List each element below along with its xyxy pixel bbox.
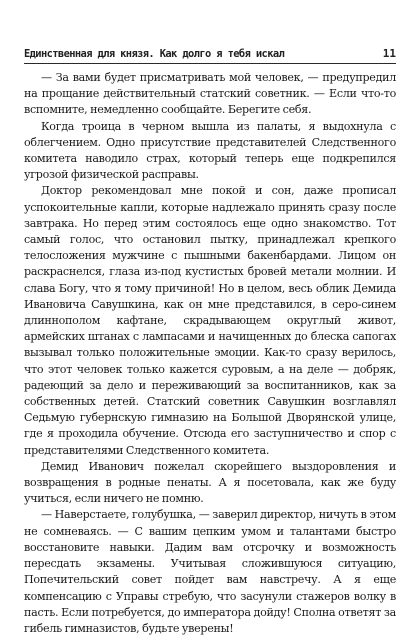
paragraph: Когда троица в черном вышла из палаты, я выдохнула с облегчением. Одно присутствие представителей Следственного комитета наводило страх, который теперь еще подкрепился угрозой физической расправы. xyxy=(24,119,396,182)
paragraph: Доктор рекомендовал мне покой и сон, даже прописал успокоительные капли, которые надлежало принять сразу после завтрака. Но перед этим состоялось еще одно знакомство. Тот самый голос, что остановил пытку, принадлежал крепкого телосложения мужчине с пышными бакенбардами. Лицом он раскраснелся, глаза из-под кустистых бровей метали молнии. И слава Богу, что я тому причиной! Но в целом, весь облик Демида Ивановича Савушкина, как он мне представился, в серо-синем длиннополом кафтане, скрадывающем округлый живот, армейских штанах с лампасами и начищенных до блеска сапогах вызывал только положительные эмоции. Как-то сразу верилось, что этот человек только кажется суровым, а на деле — добряк, радеющий за дело и переживающий за воспитанников, как за собственных детей. Статский советник Савушкин возглавлял Седьмую губернскую гимназию на Большой Дворянской улице, где я проходила обучение. Отсюда его заступничество и спор с представителями Следственного комитета. xyxy=(24,184,396,457)
paragraph: — За вами будет присматривать мой человек, — предупредил на прощание действительный статский советник. — Если что-то вспомните, немедленно сообщайте. Берегите себя. xyxy=(24,71,396,117)
paragraph: Демид Иванович пожелал скорейшего выздоровления и возвращения в родные пенаты. А я посетовала, как же буду учиться, если ничего не помню. xyxy=(24,459,396,506)
running-title: Единственная для князя. Как долго я тебя искал xyxy=(24,48,285,60)
body-text xyxy=(24,70,396,637)
paragraph: — Наверстаете, голубушка, — заверил директор, ничуть в этом не сомневаясь. — С вашим цепким умом и талантами быстро восстановите навыки. Дадим вам отсрочку и возможность пересдать экзамены. Учитывая сложившуюся ситуацию, Попечительский совет пойдет вам навстречу. А я еще компенсацию с Управы стребую, что засунули стажеров волку в пасть. Если потребуется, до императора дойду! Сполна ответят за гибель гимназистов, будьте уверены! xyxy=(24,508,396,635)
running-head xyxy=(24,42,396,64)
page-number: 11 xyxy=(382,47,396,60)
